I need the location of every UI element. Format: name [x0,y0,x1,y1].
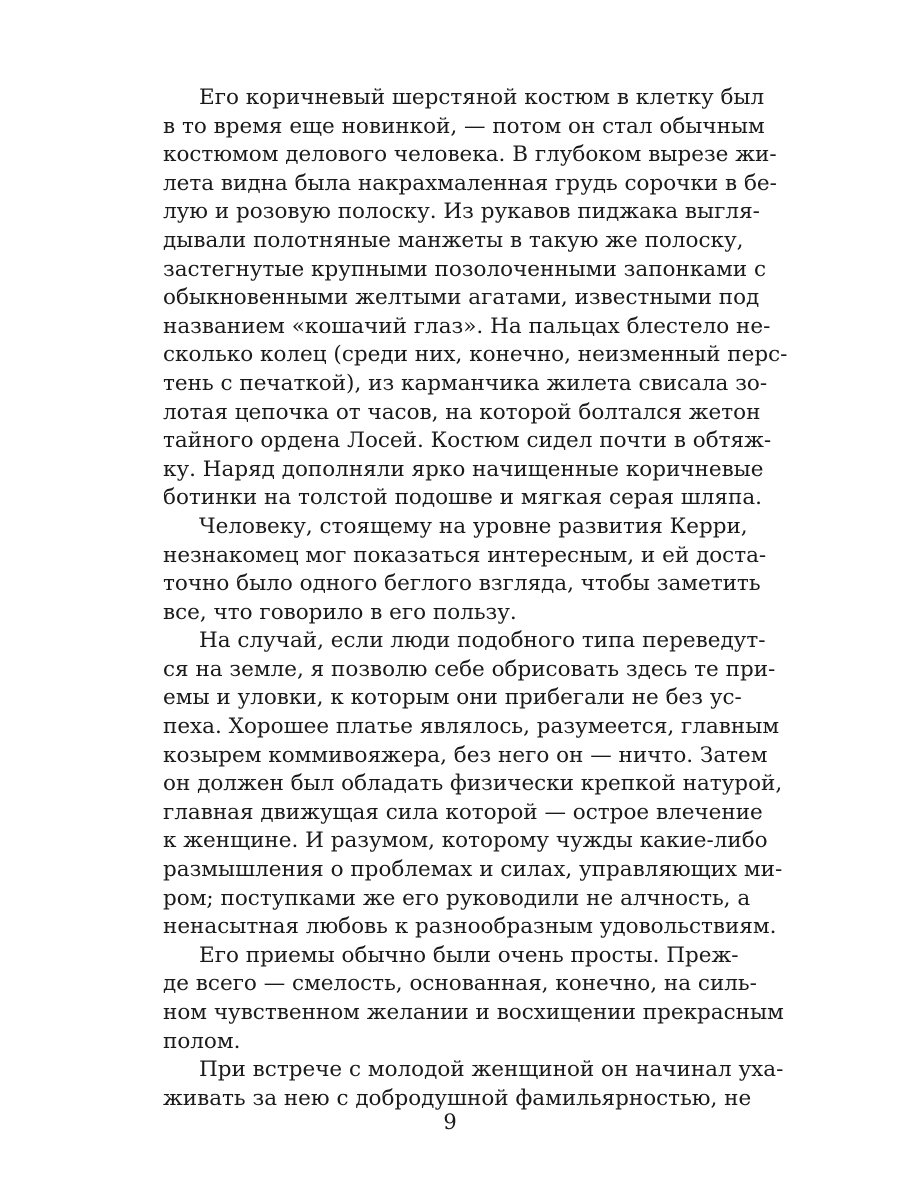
text-line: лую и розовую полоску. Из рукавов пиджака выгля- [163,199,760,225]
page-number: 9 [443,1110,457,1134]
text-line: главная движущая сила которой — острое влечение [163,799,763,825]
body-text [163,84,788,1113]
text-line: в то время еще новинкой, — потом он стал обычным [163,113,765,139]
text-line: к женщине. И разумом, которому чужды какие-либо [163,828,768,854]
text-line: ном чувственном желании и восхищении прекрасным [163,1000,784,1025]
text-line: названием «кошачий глаз». На пальцах блестело не- [163,313,771,339]
text-line: Человеку, стоящему на уровне развития Керри, [199,513,748,539]
text-line: обыкновенными желтыми агатами, известными под [163,285,760,311]
text-line: костюмом делового человека. В глубоком вырезе жи- [163,142,777,168]
text-line: он должен был обладать физически крепкой натурой, [163,771,783,797]
paragraph [163,513,767,627]
text-line: емы и уловки, к которым они прибегали не без ус- [163,685,742,711]
text-line: Его коричневый шерстяной костюм в клетку был [199,85,765,110]
text-line: ненасытная любовь к разнообразным удовольствиям. [163,914,777,940]
text-line: сколько колец (среди них, конечно, неизменный перс- [163,342,788,368]
paragraph [163,1056,784,1113]
paragraph [163,84,788,513]
text-line: все, что говорило в его пользу. [163,599,517,625]
text-line: пеха. Хорошее платье являлось, разумеется, главным [163,714,780,740]
text-line: незнакомец мог показаться интересным, и ей доста- [163,542,767,568]
text-line: лотая цепочка от часов, на которой болтался жетон [163,399,761,425]
text-line: лета видна была накрахмаленная грудь сорочки в бе- [163,170,777,196]
text-line: ром; поступками же его руководили не алчность, а [163,885,751,911]
text-line: дывали полотняные манжеты в такую же полоску, [163,227,744,253]
text-line: ку. Наряд дополняли ярко начищенные коричневые [163,456,764,482]
text-line: На случай, если люди подобного типа переведут- [199,628,766,654]
text-line: точно было одного беглого взгляда, чтобы заметить [163,571,761,597]
text-line: полом. [163,1028,241,1054]
text-line: козырем коммивояжера, без него он — ничто. Затем [163,742,768,768]
text-line: застегнутые крупными позолоченными запонками с [163,256,766,282]
text-line: ся на земле, я позволю себе обрисовать здесь те при- [163,656,776,682]
text-line: ботинки на толстой подошве и мягкая серая шляпа. [163,485,762,511]
text-line: тень с печаткой), из карманчика жилета свисала зо- [163,370,768,396]
text-line: де всего — смелость, основанная, конечно, на силь- [163,971,757,997]
text-line: При встрече с молодой женщиной он начинал уха- [199,1057,784,1083]
text-line: живать за нею с добродушной фамильярностью, не [163,1085,752,1111]
paragraph [163,942,784,1056]
text-line: тайного ордена Лосей. Костюм сидел почти в обтяж- [163,428,772,454]
text-line: Его приемы обычно были очень просты. Преж- [199,942,739,968]
paragraph [163,627,783,942]
text-line: размышления о проблемах и силах, управляющих ми- [163,857,783,883]
